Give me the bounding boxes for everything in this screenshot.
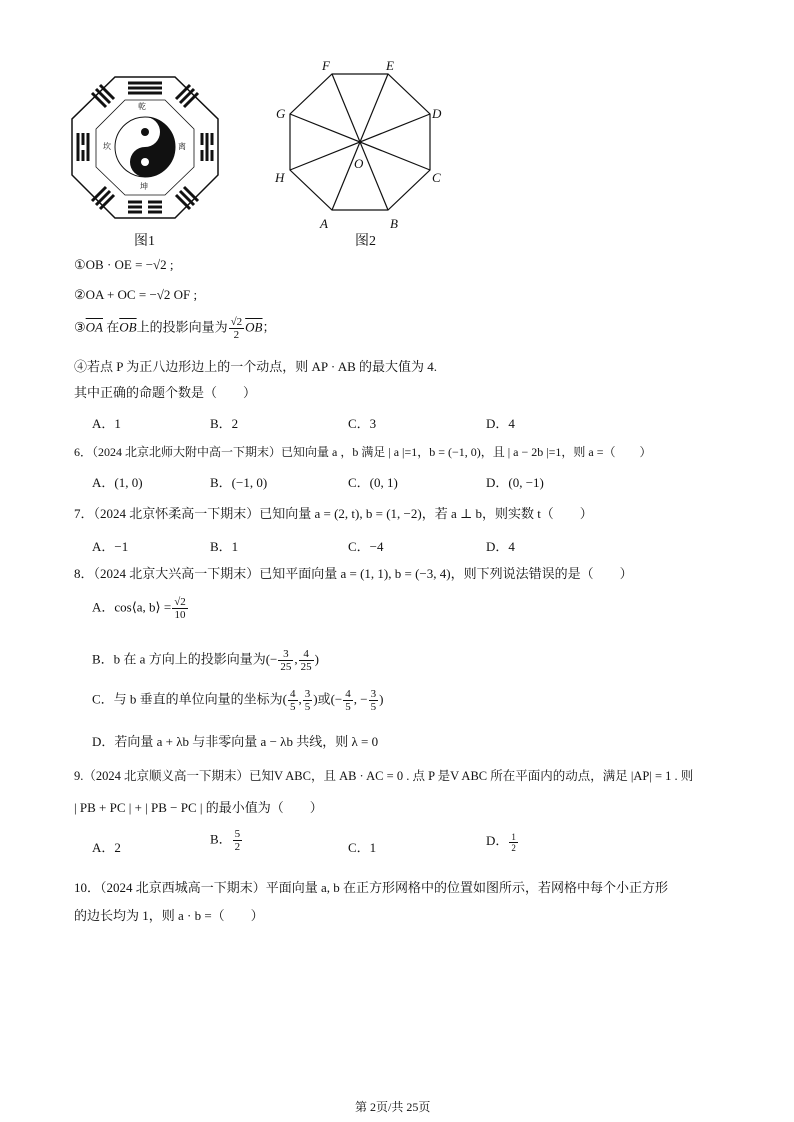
q7-option-c[interactable]: C．−4 [348,539,384,554]
fraction-3-5: $\frac{3}{5}$ [304,688,311,713]
q7-option-d[interactable]: D．4 [486,539,515,554]
q6-option-d[interactable]: D．(0, −1) [486,475,544,490]
trigram-label-top: 乾 [138,102,146,111]
q9-option-d[interactable] [486,830,519,853]
q7-option-a[interactable]: A．−1 [92,539,129,554]
q8-c-text: C．与 b 垂直的单位向量的坐标为( [92,691,288,707]
q5-s3-prefix: ③ [74,319,86,335]
fraction-sqrt2-over-10: $\frac{√2}{10}$ [174,596,186,621]
fraction-4-5: $\frac{4}{5}$ [290,688,296,713]
q5-option-a[interactable]: A．1 [92,416,121,431]
q5-s3-on: 在 [106,319,120,335]
fraction-4-5-b: $\frac{4}{5}$ [345,688,351,713]
vertex-label-o: O [354,156,364,171]
q9-option-b[interactable] [210,828,243,853]
q6-stem: 6．（2024 北京北师大附中高一下期末）已知向量 a ，b 满足 | a |=1，b = (−1, 0)，且 | a − 2b |=1，则 a =（ ） [74,445,652,459]
figure-1-caption: 图1 [134,234,155,249]
fraction-5-2: $\frac{5}{2}$ [234,828,241,853]
q10-stem-line-2: 的边长均为 1，则 a · b =（ ） [74,908,264,923]
q8-c-or: )或(− [313,691,343,707]
q5-s3-desc: 上的投影向量为 [136,319,228,335]
vertex-label-g: G [276,106,286,121]
vertex-label-h: H [275,170,285,185]
q9-option-a[interactable]: A．2 [92,840,121,855]
page-footer: 第 2页/共 25页 [355,1100,431,1114]
vertex-label-f: F [322,58,330,73]
figure-1-bagua [70,75,220,220]
q10-stem-line-1: 10．（2024 北京西城高一下期末）平面向量 a, b 在正方形网格中的位置如图所示，若网格中每个小正方形 [74,880,669,895]
vertex-label-d: D [432,106,442,121]
q8-c-comma-2: , − [353,691,368,707]
vector-oa: $\overline{OA}$ [85,319,103,335]
q5-option-c[interactable]: C．3 [348,416,377,431]
q5-statement-1 [74,257,174,273]
q6-option-c[interactable]: C．(0, 1) [348,475,398,490]
q6-option-b[interactable]: B．(−1, 0) [210,475,268,490]
q8-b-end: ) [314,651,319,667]
q5-s1-prefix: ① [74,257,86,272]
q5-s2-text: OA + OC = −√2 OF ; [85,287,198,302]
q5-option-b[interactable]: B．2 [210,416,239,431]
octagon-diagram [270,58,450,234]
q9-d-text: D． [486,833,509,848]
q8-stem: 8．（2024 北京大兴高一下期末）已知平面向量 a = (1, 1), b = (−3, 4)，则下列说法错误的是（ ） [74,566,633,581]
q5-s3-end: ； [262,319,276,335]
vertex-label-e: E [386,58,394,73]
q8-c-comma: , [298,691,302,707]
fraction-3-25: $\frac{3}{25}$ [280,648,292,673]
q5-s1-text: OB · OE = −√2 ; [85,257,174,272]
bagua-diagram [70,75,220,220]
q8-b-comma: , [294,651,298,667]
q5-statement-4: ④若点 P 为正八边形边上的一个动点，则 AP · AB 的最大值为 4. [74,359,438,374]
q8-a-text: A．cos⟨a, b⟩ = [92,599,172,615]
q5-statement-2 [74,287,197,303]
q5-option-d[interactable]: D．4 [486,416,515,431]
vertex-label-b: B [390,216,398,231]
q9-stem-line-2: | PB + PC | + | PB − PC | 的最小值为（ ） [74,800,323,815]
fraction-3-5-b: $\frac{3}{5}$ [370,688,377,713]
q8-option-d[interactable]: D．若向量 a + λb 与非零向量 a − λb 共线，则 λ = 0 [92,734,379,749]
q8-option-a[interactable] [92,596,189,621]
q7-stem: 7．（2024 北京怀柔高一下期末）已知向量 a = (2, t), b = (1, −2)，若 a ⊥ b，则实数 t（ ） [74,506,593,521]
vector-ob-2: $\overline{OB}$ [245,319,263,335]
q5-prompt: 其中正确的命题个数是（ ） [74,385,257,400]
q6-option-a[interactable]: A．(1, 0) [92,475,143,490]
q5-statement-3 [74,316,276,341]
figure-2-caption: 图2 [355,234,376,249]
q9-stem-line-1: 9.（2024 北京顺义高一下期末）已知V ABC，且 AB · AC = 0 . 点 P 是V ABC 所在平面内的动点，满足 |AP| = 1 . 则 [74,769,694,783]
q5-s2-prefix: ② [74,287,86,302]
fraction-1-2: $\frac{1}{2}$ [511,831,516,853]
figure-2-octagon [270,58,450,234]
vector-ob: $\overline{OB}$ [119,319,137,335]
q8-option-b[interactable] [92,648,319,673]
trigram-label-left: 坎 [103,142,111,151]
q8-c-end: ) [379,691,384,707]
q9-option-c[interactable]: C．1 [348,840,377,855]
q8-option-c[interactable] [92,688,383,713]
q9-b-text: B． [210,831,232,847]
q8-b-text: B．b 在 a 方向上的投影向量为(− [92,651,278,667]
fraction-4-25: $\frac{4}{25}$ [300,648,312,673]
vertex-label-a: A [320,216,328,231]
trigram-label-right: 离 [178,142,186,151]
vertex-label-c: C [432,170,441,185]
trigram-label-bottom: 坤 [140,182,148,191]
q7-option-b[interactable]: B．1 [210,539,239,554]
fraction-sqrt2-over-2: $\frac{√2}{2}$ [230,316,243,341]
